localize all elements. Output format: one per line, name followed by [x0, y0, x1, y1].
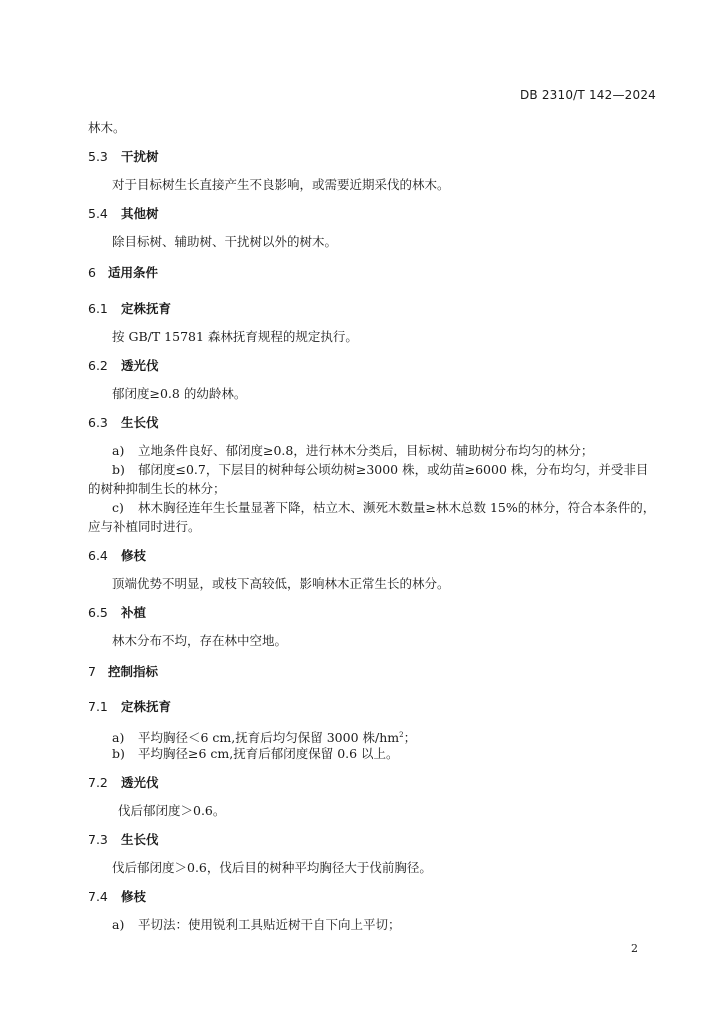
list-item-text: 郁闭度≤0.7，下层目的树种每公顷幼树≥3000 株，或幼苗≥6000 株，分布均匀，并受非目 [138, 462, 649, 477]
section-number: 7.1 [88, 699, 108, 714]
list-item-tag: a) [112, 917, 125, 932]
superscript: 2 [399, 731, 404, 739]
list-item-text-end: ； [403, 730, 417, 746]
section-heading-6-1 [88, 299, 660, 319]
body-text: 应与补植同时进行。 [88, 519, 201, 534]
list-item-text: 林木胸径连年生长量显著下降，枯立木、濒死木数量≥林木总数 15%的林分，符合本条件的， [138, 500, 656, 515]
section-number: 7.4 [88, 889, 108, 904]
section-heading-6-2 [88, 356, 660, 376]
section-heading-6-3 [88, 413, 660, 433]
section-heading-6-4 [88, 546, 660, 566]
body-text: 林木分布不均，存在林中空地。 [112, 633, 288, 648]
list-item-tag: a) [112, 443, 125, 458]
section-number: 6.5 [88, 605, 108, 620]
body-text: 的树种抑制生长的林分； [88, 481, 226, 496]
section-heading-7-2 [88, 773, 660, 793]
body-text: 林木。 [88, 120, 126, 135]
section-heading-7-4 [88, 887, 660, 907]
section-title: 透光伐 [121, 775, 159, 790]
section-title: 修枝 [121, 889, 147, 904]
section-heading-6-5 [88, 603, 660, 623]
list-item-tag: b) [112, 462, 125, 477]
section-title: 定株抚育 [121, 699, 172, 714]
body-text: 对于目标树生长直接产生不良影响，或需要近期采伐的林木。 [112, 177, 450, 192]
list-item [112, 744, 684, 764]
section-title: 透光伐 [121, 358, 159, 373]
list-item [112, 460, 684, 480]
section-number: 6.1 [88, 301, 108, 316]
section-number: 5.3 [88, 149, 108, 164]
list-item-text: 平均胸径＜6 cm,抚育后均匀保留 3000 株/hm [138, 730, 400, 746]
section-number: 6 [88, 265, 96, 280]
section-heading-5-4 [88, 204, 660, 224]
section-title: 定株抚育 [121, 301, 172, 316]
section-title: 补植 [121, 605, 147, 620]
section-number: 6.3 [88, 415, 108, 430]
chapter-heading-7 [88, 662, 660, 682]
body-text: 顶端优势不明显，或枝下高较低，影响林木正常生长的林分。 [112, 576, 450, 591]
list-item-tag: b) [112, 746, 125, 761]
section-title: 修枝 [121, 548, 147, 563]
chapter-heading-6 [88, 263, 660, 283]
section-title: 生长伐 [121, 832, 159, 847]
list-item-tag: a) [112, 730, 125, 746]
section-heading-7-3 [88, 830, 660, 850]
section-number: 5.4 [88, 206, 108, 221]
document-id: DB 2310/T 142—2024 [519, 88, 656, 102]
section-title: 其他树 [121, 206, 159, 221]
body-text: 伐后郁闭度＞0.6。 [118, 803, 226, 818]
list-item-text: 平切法：使用锐利工具贴近树干自下向上平切； [138, 917, 401, 932]
section-heading-7-1 [88, 697, 660, 717]
section-title: 适用条件 [108, 265, 159, 280]
body-text: 按 GB/T 15781 森林抚育规程的规定执行。 [112, 329, 358, 344]
body-text: 郁闭度≥0.8 的幼龄林。 [112, 386, 247, 401]
list-item [112, 498, 684, 518]
list-item-text: 平均胸径≥6 cm,抚育后郁闭度保留 0.6 以上。 [138, 746, 399, 761]
section-number: 6.2 [88, 358, 108, 373]
list-item [112, 441, 684, 461]
list-item [112, 915, 684, 935]
section-heading-5-3 [88, 147, 660, 167]
section-number: 7.3 [88, 832, 108, 847]
list-item-text: 立地条件良好、郁闭度≥0.8，进行林木分类后，目标树、辅助树分布均匀的林分； [138, 443, 594, 458]
section-title: 生长伐 [121, 415, 159, 430]
body-text: 除目标树、辅助树、干扰树以外的树木。 [112, 234, 338, 249]
section-number: 7.2 [88, 775, 108, 790]
section-number: 6.4 [88, 548, 108, 563]
section-number: 7 [88, 664, 96, 679]
section-title: 干扰树 [121, 149, 159, 164]
page-number: 2 [631, 942, 638, 955]
body-text: 伐后郁闭度＞0.6，伐后目的树种平均胸径大于伐前胸径。 [112, 860, 432, 875]
list-item-tag: c) [112, 500, 124, 515]
section-title: 控制指标 [108, 664, 159, 679]
